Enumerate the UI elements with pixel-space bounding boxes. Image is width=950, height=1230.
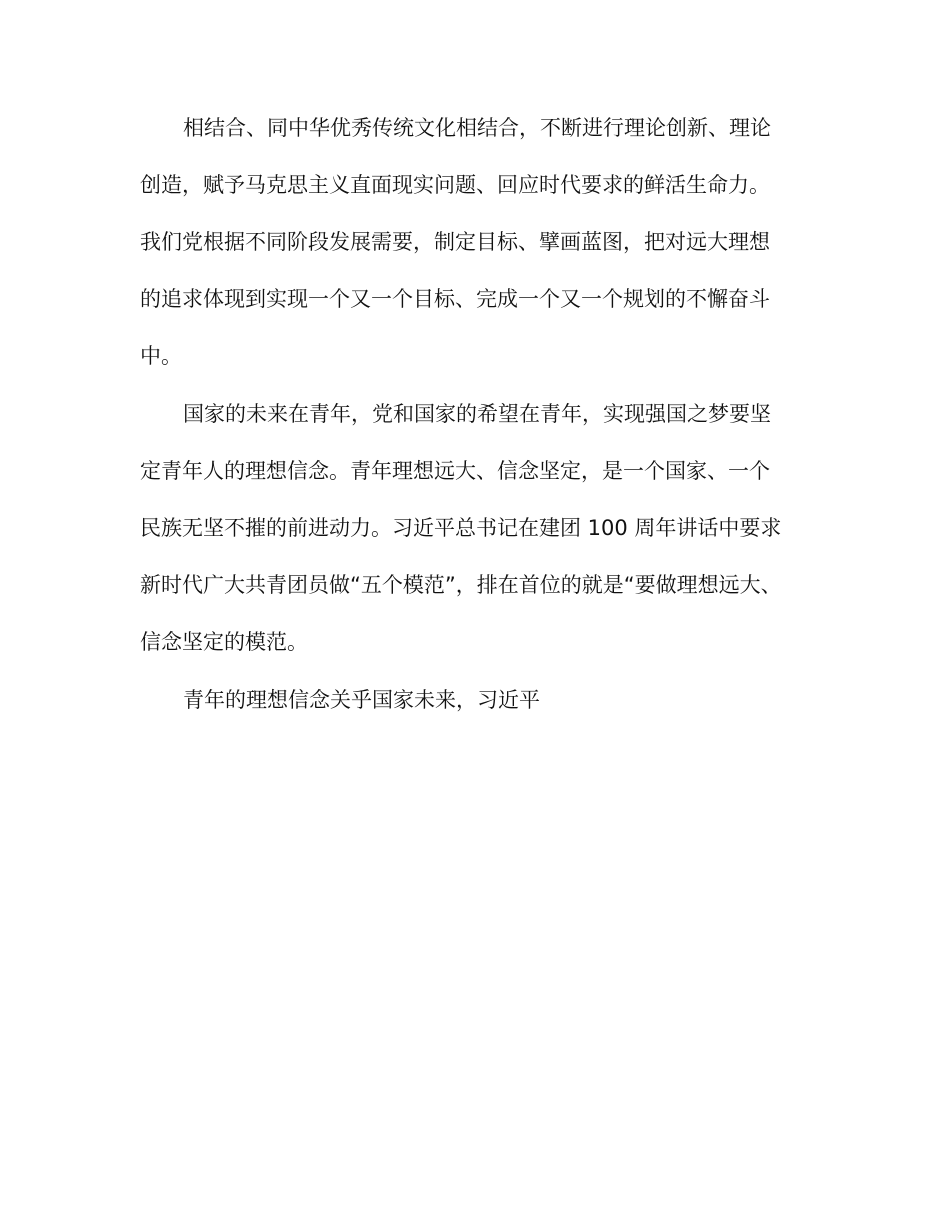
paragraph-2-line-4: 新时代广大共青团员做“五个模范”，排在首位的就是“要做理想远大、 bbox=[140, 573, 782, 597]
paragraph-1-line-5: 中。 bbox=[140, 344, 182, 368]
paragraph-1-line-2: 创造，赋予马克思主义直面现实问题、回应时代要求的鲜活生命力。 bbox=[140, 173, 770, 197]
paragraph-1-line-1: 相结合、同中华优秀传统文化相结合，不断进行理论创新、理论 bbox=[183, 116, 771, 140]
paragraph-1-line-4: 的追求体现到实现一个又一个目标、完成一个又一个规划的不懈奋斗 bbox=[140, 287, 770, 311]
paragraph-2-line-3: 民族无坚不摧的前进动力。习近平总书记在建团 100 周年讲话中要求 bbox=[140, 516, 782, 540]
paragraph-2-line-2: 定青年人的理想信念。青年理想远大、信念坚定，是一个国家、一个 bbox=[140, 459, 770, 483]
paragraph-2-line-1: 国家的未来在青年，党和国家的希望在青年，实现强国之梦要坚 bbox=[183, 402, 771, 426]
paragraph-2-line-5: 信念坚定的模范。 bbox=[140, 630, 308, 654]
paragraph-1-line-3: 我们党根据不同阶段发展需要，制定目标、擘画蓝图，把对远大理想 bbox=[140, 230, 770, 254]
paragraph-3-line-1: 青年的理想信念关乎国家未来，习近平 bbox=[183, 688, 540, 712]
